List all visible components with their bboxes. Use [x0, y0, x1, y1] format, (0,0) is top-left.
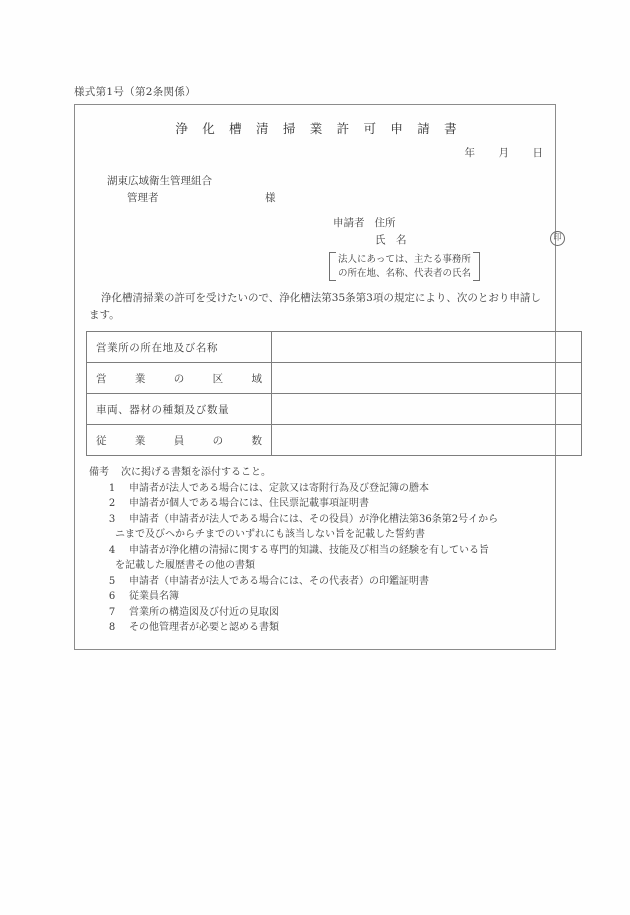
item-number: 8	[108, 622, 116, 633]
remarks-heading: 備考	[89, 467, 109, 478]
list-item	[105, 481, 549, 497]
item-text: 申請者（申請者が法人である場合には、その役員）が浄化槽法第36条第2号イから	[129, 513, 499, 525]
label-char: 数	[251, 434, 262, 447]
form-number: 様式第1号（第2条関係）	[74, 86, 196, 98]
date-day-label: 日	[532, 147, 543, 159]
corporate-note-line-1: 法人にあっては、主たる事務所	[338, 254, 471, 265]
item-continuation: を記載した履歴書その他の書類	[115, 560, 255, 571]
row-label-text: 車両、器材の種類及び数量	[96, 403, 230, 416]
date-year-label: 年	[464, 147, 475, 159]
application-details-body	[87, 332, 582, 456]
item-number: 7	[108, 606, 116, 618]
addressee-role: 管理者	[127, 192, 159, 204]
addressee-organization: 湖東広域衛生管理組合	[107, 175, 212, 187]
addressee-honorific: 様	[265, 192, 276, 204]
applicant-address-label: 住所	[374, 217, 396, 229]
addressee-role-row	[127, 190, 387, 207]
label-char: 区	[212, 372, 224, 385]
list-item	[105, 589, 549, 605]
row-label-business-office	[87, 332, 272, 363]
list-item	[105, 620, 549, 636]
item-number: 4	[108, 544, 116, 556]
remarks-section	[89, 465, 549, 636]
item-text: 従業員名簿	[129, 591, 179, 602]
remarks-heading-text: 次に掲げる書類を添付すること。	[121, 467, 271, 478]
item-text: 営業所の構造図及び付近の見取図	[129, 606, 279, 618]
application-details-table	[86, 331, 582, 456]
seal-icon: 印	[550, 231, 565, 246]
row-label-vehicles-equipment	[87, 394, 272, 425]
row-value-business-office[interactable]	[272, 332, 582, 363]
label-char: 域	[251, 372, 262, 385]
list-item	[105, 543, 549, 574]
applicant-label: 申請者	[333, 217, 365, 229]
applicant-name-row	[375, 232, 562, 249]
list-item	[105, 496, 549, 512]
item-number: 3	[108, 513, 116, 525]
label-char: の	[212, 434, 224, 447]
list-item	[105, 574, 549, 590]
row-label-employee-count	[87, 425, 272, 456]
row-label-text	[96, 371, 262, 386]
list-item	[105, 605, 549, 621]
label-char: 業	[134, 372, 146, 385]
row-label-text: 営業所の所在地及び名称	[96, 341, 219, 354]
date-line	[465, 145, 544, 160]
table-row	[87, 332, 582, 363]
applicant-name-label: 氏 名	[375, 234, 407, 246]
remarks-list	[89, 481, 549, 636]
purpose-statement: 浄化槽清掃業の許可を受けたいので、浄化槽法第35条第3項の規定により、次のとおり申請します。	[89, 292, 541, 321]
label-char: の	[173, 372, 185, 385]
label-char: 業	[134, 434, 146, 447]
item-text: 申請者が浄化槽の清掃に関する専門的知識、技能及び相当の経験を有している旨	[129, 544, 489, 556]
addressee-block	[107, 173, 387, 207]
table-row	[87, 363, 582, 394]
row-label-text	[96, 433, 262, 448]
row-value-vehicles-equipment[interactable]	[272, 394, 582, 425]
item-number: 1	[108, 482, 116, 494]
applicant-block	[333, 215, 562, 249]
item-number: 5	[108, 575, 116, 587]
item-text: その他管理者が必要と認める書類	[129, 622, 279, 633]
item-text: 申請者が個人である場合には、住民票記載事項証明書	[129, 498, 369, 509]
item-continuation: ニまで及びヘからチまでのいずれにも該当しない旨を記載した誓約書	[115, 529, 425, 540]
item-text: 申請者（申請者が法人である場合には、その代表者）の印鑑証明書	[129, 575, 429, 587]
label-char: 員	[173, 434, 185, 447]
corporate-note	[329, 251, 480, 282]
item-number: 6	[108, 591, 116, 602]
label-char: 従	[96, 434, 107, 447]
item-text: 申請者が法人である場合には、定款又は寄附行為及び登記簿の謄本	[129, 482, 429, 494]
row-value-business-area[interactable]	[272, 363, 582, 394]
label-char: 営	[96, 372, 107, 385]
list-item	[105, 512, 549, 543]
applicant-address-row	[333, 215, 557, 232]
table-row	[87, 425, 582, 456]
row-label-business-area	[87, 363, 272, 394]
page-title: 浄 化 槽 清 掃 業 許 可 申 請 書	[175, 121, 462, 136]
corporate-note-line-2: の所在地、名称、代表者の氏名	[338, 267, 472, 279]
row-value-employee-count[interactable]	[272, 425, 582, 456]
application-form-frame	[74, 104, 562, 650]
table-row	[87, 394, 582, 425]
remarks-heading-row	[89, 465, 549, 481]
date-month-label: 月	[498, 147, 509, 159]
item-number: 2	[108, 498, 116, 509]
